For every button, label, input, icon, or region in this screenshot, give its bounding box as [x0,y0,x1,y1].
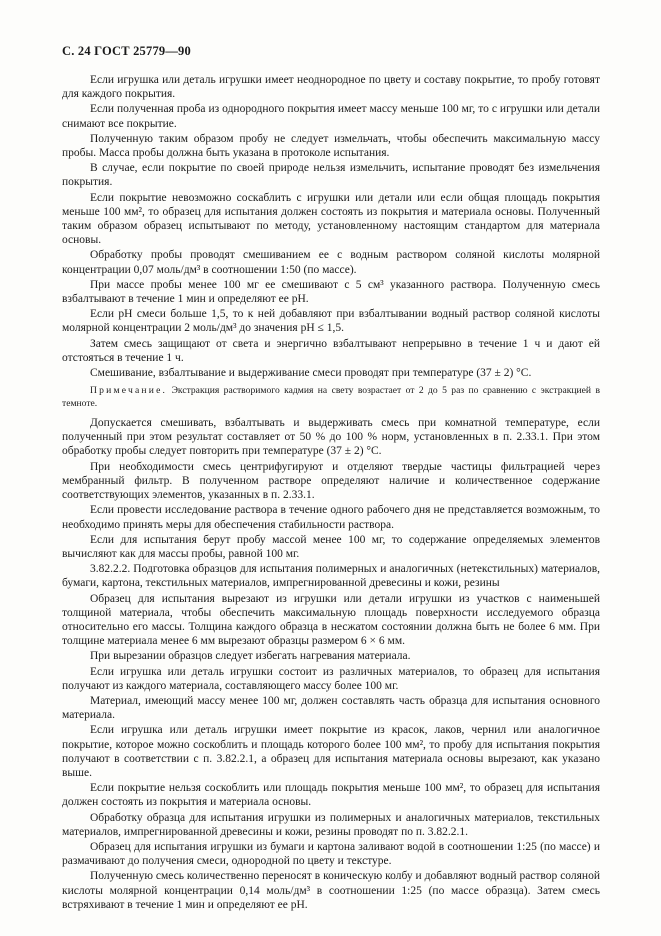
paragraph: Полученную таким образом пробу не следует измельчать, чтобы обеспечить максимальную массу пробы. Масса пробы должна быть указана в протоколе испытания. [62,132,600,160]
note-text: Экстракция растворимого кадмия на свету возрастает от 2 до 5 раз по сравнению с экстракцией в темноте. [62,385,600,409]
paragraph: Если pH смеси больше 1,5, то к ней добавляют при взбалтывании водный раствор соляной кислоты молярной концентрации 2 моль/дм³ до значения pH ≤ 1,5. [62,308,600,335]
paragraph: Обработку образца для испытания игрушки из полимерных и аналогичных материалов, текстильных материалов, импрегнированной древесины и кожи, резины проводят по п. 3.82.2.1. [62,811,600,838]
paragraph: Если покрытие невозможно соскаблить с игрушки или детали или если общая площадь покрытия меньше 100 мм², то образец для испытания должен состоять из покрытия и материала основы. Полученный таким образом образец испытывают по методу, установленному настоящим стандартом для материала основы. [62,191,600,247]
paragraph: Если игрушка или деталь игрушки состоит из различных материалов, то образец для испытания получают из каждого материала, составляющего массу более 100 мг. [62,665,600,692]
paragraph: Полученную смесь количественно переносят в коническую колбу и добавляют водный раствор соляной кислоты молярной концентрации 0,14 моль/дм³ в соотношении 1:25 (по массе образца). Затем смесь встряхивают в течение 1 мин и определяют ее pH. [62,870,600,911]
paragraph: Смешивание, взбалтывание и выдерживание смеси проводят при температуре (37 ± 2) °С. [90,367,532,380]
paragraph: При массе пробы менее 100 мг ее смешивают с 5 см³ указанного раствора. Полученную смесь взбалтывают в течение 1 мин и определяют ее pH. [62,278,600,306]
note-label: Примечание. [90,385,168,397]
paragraph: В случае, если покрытие по своей природе нельзя измельчить, испытание проводят без измельчения покрытия. [62,162,600,189]
paragraph: Если игрушка или деталь игрушки имеет покрытие из красок, лаков, чернил или аналогичное покрытие, которое можно соскоблить и площадь которого более 100 мм², то пробу для испытания покрытия получают в соответствии с п. 3.82.2.1, а образец для испытания материала основы вырезают, как указано выше. [62,724,600,779]
paragraph: Допускается смешивать, взбалтывать и выдерживать смесь при комнатной температуре, если полученный при этом результат составляет от 50 % до 100 % норм, установленных в п. 2.33.1. При этом обработку пробы следует повторить при температуре (37 ± 2) °С. [62,417,600,458]
paragraph: При необходимости смесь центрифугируют и отделяют твердые частицы фильтрацией через мембранный фильтр. В полученном растворе определяют наличие и количественное содержание соответствующих элементов, указанных в п. 2.33.1. [62,460,600,502]
paragraph: Если полученная проба из однородного покрытия имеет массу меньше 100 мг, то с игрушки или детали снимают все покрытие. [62,103,600,130]
paragraph: При вырезании образцов следует избегать нагревания материала. [90,650,411,663]
paragraph: Образец для испытания игрушки из бумаги и картона заливают водой в соотношении 1:25 (по массе) и размачивают до получения смеси, однородной по цвету и текстуре. [62,840,600,868]
paragraph: Если игрушка или деталь игрушки имеет неоднородное по цвету и составу покрытие, то пробу готовят для каждого покрытия. [62,74,600,101]
section-heading: 3.82.2.2. Подготовка образцов для испытания полимерных и аналогичных (нетекстильных) материалов, бумаги, картона, текстильных материалов, импрегнированной древесины и кожи, резины [62,563,600,590]
paragraph: Материал, имеющий массу менее 100 мг, должен составлять часть образца для испытания основного материала. [62,694,600,722]
page-header: С. 24 ГОСТ 25779—90 [62,44,191,58]
note [62,385,600,410]
document-body [62,73,600,912]
paragraph: Если покрытие нельзя соскоблить или площадь покрытия меньше 100 мм², то образец для испытания должен состоять из покрытия и материала основы. [62,782,600,809]
paragraph: Обработку пробы проводят смешиванием ее с водным раствором соляной кислоты молярной концентрации 0,07 моль/дм³ в соотношении 1:50 (по массе). [62,249,600,276]
paragraph: Затем смесь защищают от света и энергично взбалтывают непрерывно в течение 1 ч и дают ей отстояться в течение 1 ч. [62,337,600,364]
paragraph: Если провести исследование раствора в течение одного рабочего дня не представляется возможным, то необходимо принять меры для обеспечения стабильности раствора. [62,504,600,531]
paragraph: Образец для испытания вырезают из игрушки или детали игрушки из участков с наименьшей толщиной материала, чтобы обеспечить максимальную площадь поверхности исследуемого образца относительно его массы. Толщина каждого образца в несжатом состоянии должна быть не более 6 мм. При толщине материала менее 6 мм вырезают образцы размером 6 × 6 мм. [62,592,600,648]
paragraph: Если для испытания берут пробу массой менее 100 мг, то содержание определяемых элементов вычисляют как для массы пробы, равной 100 мг. [62,533,600,560]
